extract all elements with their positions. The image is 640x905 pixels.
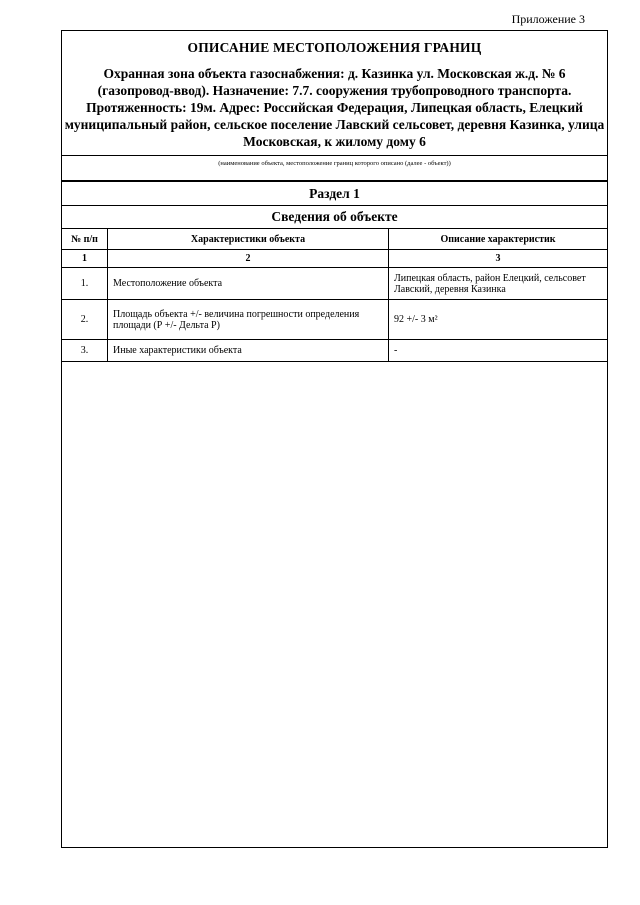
table-row xyxy=(62,340,607,362)
column-number: 2 xyxy=(108,250,389,268)
header-characteristic: Характеристики объекта xyxy=(108,229,389,250)
row-characteristic: Местоположение объекта xyxy=(108,268,389,300)
object-caption: (наименование объекта, местоположение границ которого описано (далее - объект)) xyxy=(218,160,451,167)
row-description: 92 +/- 3 м² xyxy=(389,300,608,340)
document-frame xyxy=(61,30,608,848)
section-title: Раздел 1 xyxy=(62,181,607,205)
appendix-label: Приложение 3 xyxy=(511,12,585,26)
row-characteristic: Иные характеристики объекта xyxy=(108,340,389,362)
row-num: 3. xyxy=(62,340,108,362)
row-description: Липецкая область, район Елецкий, сельсовет Лавский, деревня Казинка xyxy=(389,268,608,300)
row-num: 2. xyxy=(62,300,108,340)
row-characteristic: Площадь объекта +/- величина погрешности определения площади (Р +/- Дельта Р) xyxy=(108,300,389,340)
header-description: Описание характеристик xyxy=(389,229,608,250)
document-title: ОПИСАНИЕ МЕСТОПОЛОЖЕНИЯ ГРАНИЦ xyxy=(187,40,482,55)
row-description: - xyxy=(389,340,608,362)
object-description: Охранная зона объекта газоснабжения: д. Казинка ул. Московская ж.д. № 6 (газопровод-ввод). Назначение: 7.7. сооружения трубопроводного транспорта. Протяженность: 19м. Адрес: Российская Федерация, Липецкая область, Елецкий муниципальный район, сельское поселение Лавский сельсовет, деревня Казинка, улица Московская, к жилому дому 6 xyxy=(64,66,605,149)
column-number: 3 xyxy=(389,250,608,268)
divider xyxy=(62,155,607,156)
table-row xyxy=(62,300,607,340)
table-header-row xyxy=(62,229,607,250)
table-row xyxy=(62,268,607,300)
row-num: 1. xyxy=(62,268,108,300)
header-num: № п/п xyxy=(62,229,108,250)
column-number: 1 xyxy=(62,250,108,268)
column-number-row xyxy=(62,250,607,268)
object-info-table xyxy=(62,228,607,362)
section-subtitle: Сведения об объекте xyxy=(62,205,607,228)
